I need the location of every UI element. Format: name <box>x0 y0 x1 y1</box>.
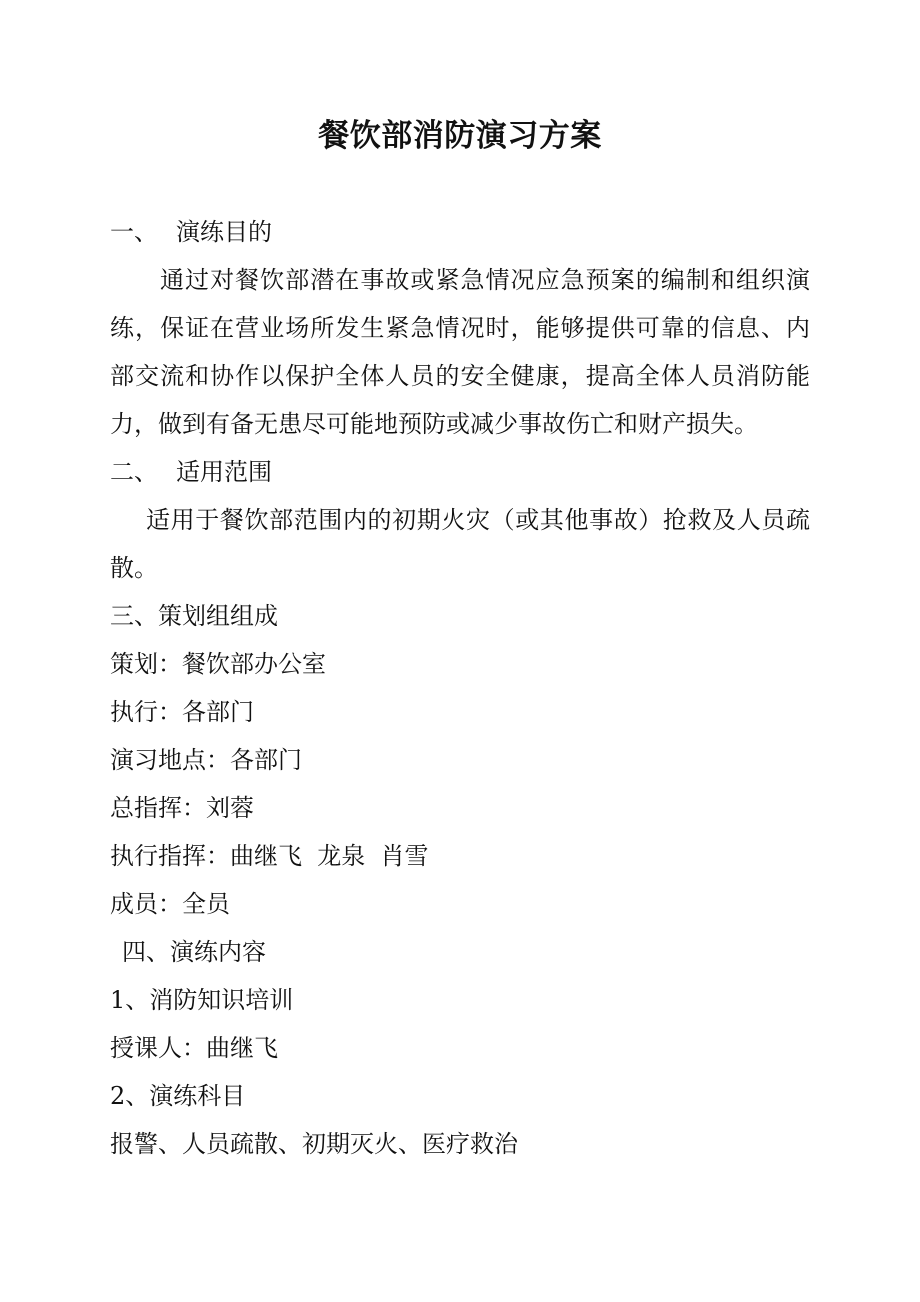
section1-heading <box>110 208 272 256</box>
section3-line-members: 成员：全员 <box>110 890 230 918</box>
section4-line-instructor: 授课人：曲继飞 <box>110 1034 278 1062</box>
section1-title: 演练目的 <box>176 218 272 246</box>
section1-number: 一、 <box>110 218 158 246</box>
section1-paragraph-line: 部交流和协作以保护全体人员的安全健康，提高全体人员消防能 <box>110 362 810 390</box>
section4-line-subjects: 2、演练科目 <box>110 1082 246 1110</box>
section1-paragraph-line: 力，做到有备无患尽可能地预防或减少事故伤亡和财产损失。 <box>110 410 758 438</box>
section2-number: 二、 <box>110 458 158 486</box>
section2-paragraph-line: 散。 <box>110 554 158 582</box>
section1-paragraph-line: 练，保证在营业场所发生紧急情况时，能够提供可靠的信息、内 <box>110 314 810 342</box>
section4-line-training: 1、消防知识培训 <box>110 986 294 1014</box>
section2-heading <box>110 448 272 496</box>
section2-paragraph-line: 适用于餐饮部范围内的初期火灾（或其他事故）抢救及人员疏 <box>146 506 810 534</box>
section3-line-exec-commander: 执行指挥：曲继飞 龙泉 肖雪 <box>110 842 429 870</box>
document-title: 餐饮部消防演习方案 <box>318 118 602 154</box>
section2-title: 适用范围 <box>176 458 272 486</box>
section3-line-location: 演习地点：各部门 <box>110 746 302 774</box>
section4-heading: 四、演练内容 <box>122 938 266 966</box>
section3-heading: 三、策划组组成 <box>110 602 278 630</box>
section1-paragraph-line: 通过对餐饮部潜在事故或紧急情况应急预案的编制和组织演 <box>160 266 810 294</box>
section4-line-subject-list: 报警、人员疏散、初期灭火、医疗救治 <box>110 1130 518 1158</box>
section3-line-planning: 策划：餐饮部办公室 <box>110 650 326 678</box>
section3-line-execution: 执行：各部门 <box>110 698 254 726</box>
section3-line-commander: 总指挥：刘蓉 <box>110 794 254 822</box>
